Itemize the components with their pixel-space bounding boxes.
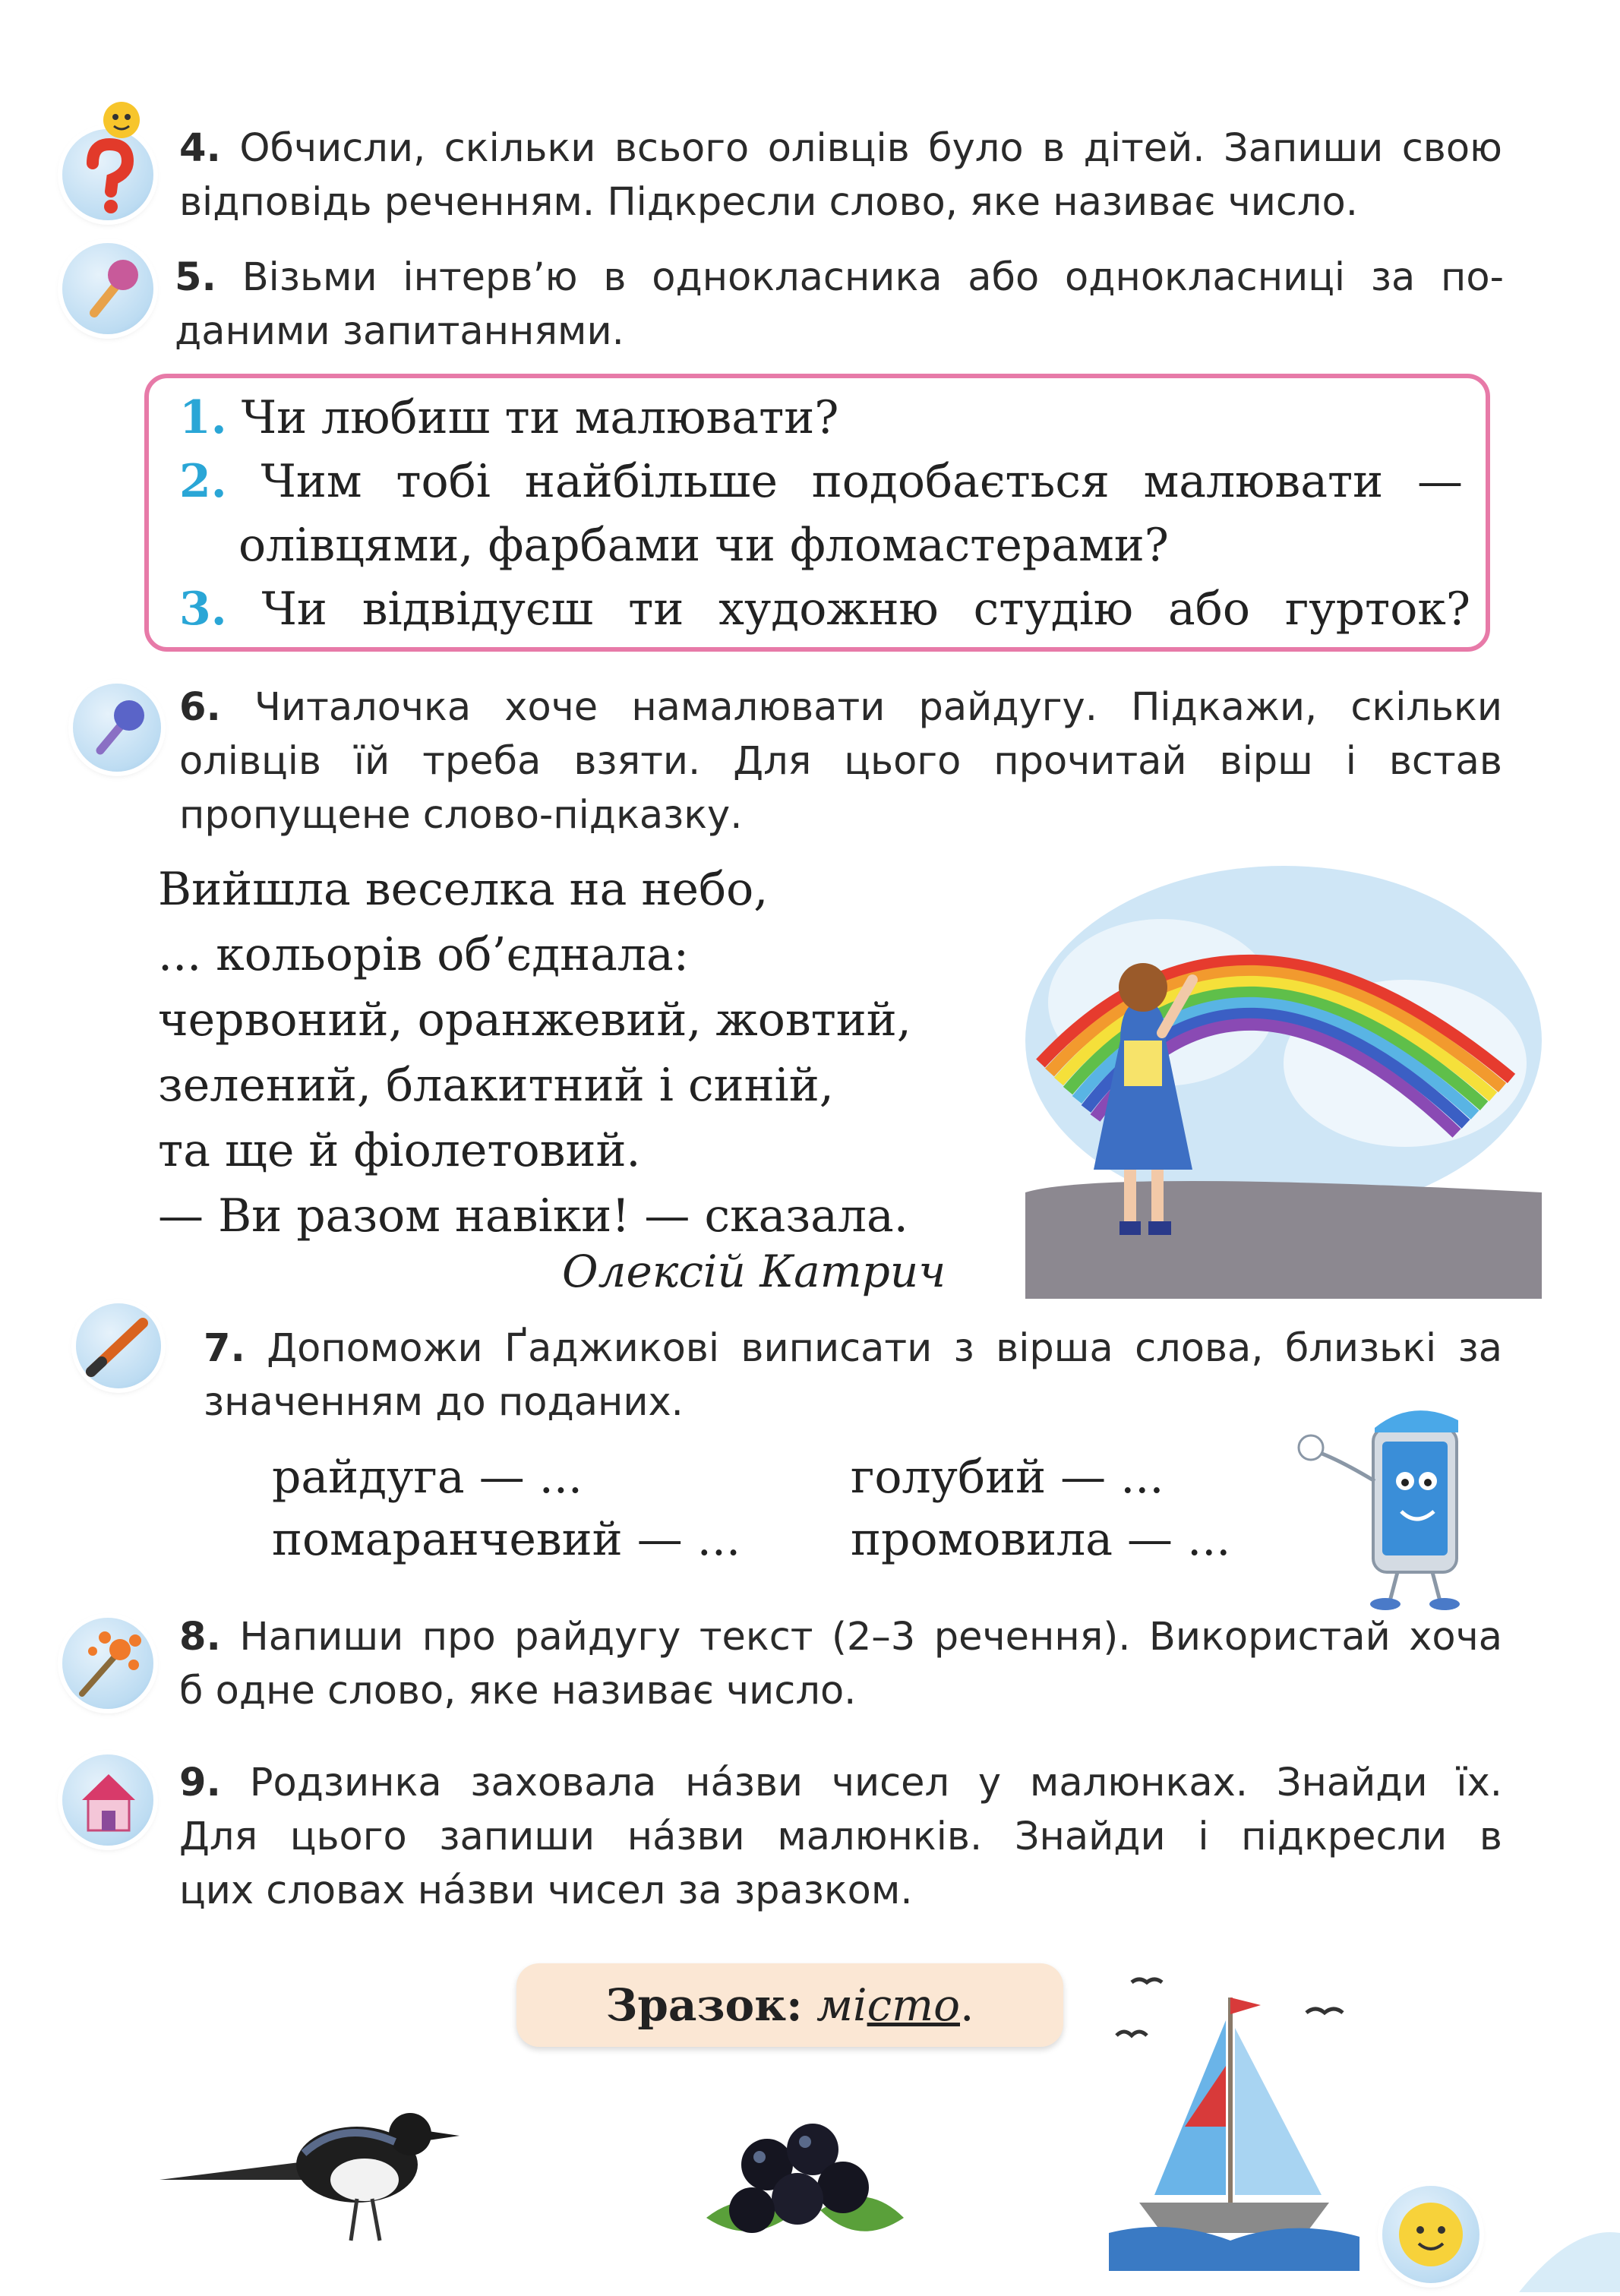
task-number: 8. — [179, 1615, 221, 1660]
magpie-picture — [152, 2066, 486, 2263]
task-number: 6. — [179, 685, 221, 730]
magic-wand-icon — [62, 1618, 153, 1709]
task-text: відповідь реченням. Підкресли слово, яке називає число. — [179, 180, 1358, 225]
task-text: Допоможи Ґаджикові виписати з вірша слова, близькі за — [267, 1326, 1502, 1371]
question-1 — [179, 386, 838, 450]
task-text: Напиши про райдугу текст (2–3 речення). Використай хоча — [239, 1615, 1502, 1660]
poem-line: ... кольорів об’єднала: — [158, 928, 689, 981]
sample-word — [816, 1979, 960, 2031]
word-pair: голубий — ... — [851, 1451, 1164, 1504]
poem-line: червоний, оранжевий, жовтий, — [158, 993, 911, 1047]
task-5 — [175, 251, 1504, 358]
word-pair: помаранчевий — ... — [272, 1513, 741, 1566]
blackcurrant-picture — [684, 2096, 919, 2263]
task-number: 4. — [179, 126, 221, 171]
task-8 — [179, 1610, 1502, 1718]
task-9 — [179, 1756, 1502, 1918]
sample-box — [516, 1963, 1063, 2047]
poem-author: Олексій Катрич — [562, 1246, 946, 1297]
poem-line: Вийшла веселка на небо, — [158, 863, 769, 916]
poem — [158, 857, 911, 1249]
task-text: даними запитаннями. — [175, 309, 624, 354]
task-text: Обчисли, скільки всього олівців було в дітей. Запиши свою — [239, 126, 1502, 171]
sample-word-underlined: сто — [867, 1979, 960, 2031]
word-pair: райдуга — ... — [272, 1451, 583, 1504]
question-number: 3. — [179, 583, 227, 636]
task-text: б одне слово, яке називає число. — [179, 1669, 857, 1713]
question-text: Чи любиш ти малювати? — [241, 391, 839, 444]
task-text: значенням до поданих. — [204, 1380, 684, 1425]
task-number: 7. — [204, 1326, 245, 1371]
rainbow-girl-illustration — [1010, 851, 1542, 1299]
sun-character — [91, 91, 152, 144]
task-text: пропущене слово-підказку. — [179, 793, 743, 838]
smiley-icon — [1382, 2186, 1479, 2283]
microphone-icon — [62, 243, 153, 334]
sailboat-picture — [1109, 1967, 1359, 2271]
poem-line: та ще й фіолетовий. — [158, 1124, 641, 1177]
sample-label: Зразок: — [605, 1979, 803, 2031]
task-text: цих словах на́зви чисел за зразком. — [179, 1868, 913, 1913]
question-2 — [179, 450, 1463, 513]
poem-line: — Ви разом навіки! — сказала. — [158, 1189, 908, 1243]
task-number: 5. — [175, 255, 216, 300]
pen-icon — [76, 1303, 161, 1388]
task-6 — [179, 681, 1502, 842]
sample-word-start: мі — [816, 1979, 867, 2031]
sample-dot: . — [960, 1979, 974, 2031]
question-3 — [179, 577, 1470, 641]
word-pair: промовила — ... — [851, 1513, 1231, 1566]
question-number: 2. — [179, 455, 227, 508]
question-2-continuation: олівцями, фарбами чи фломастерами? — [238, 519, 1169, 572]
gadget-character — [1284, 1397, 1481, 1618]
question-number: 1. — [179, 391, 227, 444]
house-icon — [62, 1754, 153, 1846]
task-text: Читалочка хоче намалювати райдугу. Підкажи, скільки — [254, 685, 1502, 730]
task-text: Для цього запиши на́зви малюнків. Знайди і підкресли в — [179, 1814, 1502, 1859]
microphone-icon — [73, 684, 161, 772]
task-text: Родзинка заховала на́зви чисел у малюнках. Знайди їх. — [249, 1761, 1502, 1805]
task-text: олівців їй треба взяти. Для цього прочитай вірш і встав — [179, 739, 1502, 784]
task-number: 9. — [179, 1761, 221, 1805]
questions-box — [144, 374, 1490, 652]
question-text: Чи відвідуєш ти художню студію або гурток? — [261, 583, 1470, 636]
task-4 — [179, 122, 1502, 229]
task-text: Візьми інтерв’ю в однокласника або однокласниці за по- — [242, 255, 1505, 300]
poem-line: зелений, блакитний і синій, — [158, 1059, 834, 1112]
question-text: Чим тобі найбільше подобається малювати — — [261, 455, 1463, 508]
